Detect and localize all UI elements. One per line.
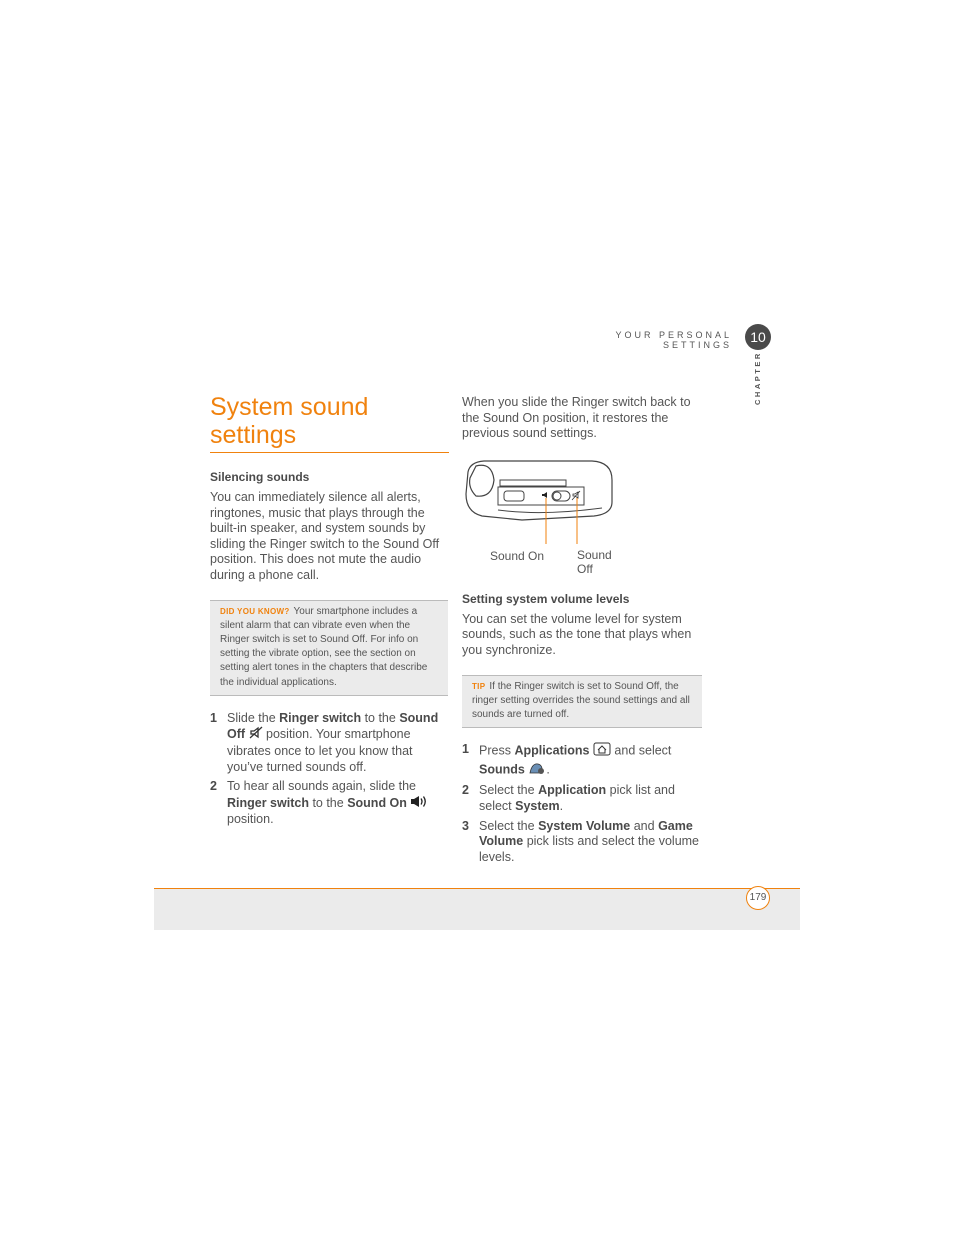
sound-off-icon [249, 726, 263, 744]
did-you-know-label: DID YOU KNOW? [220, 606, 290, 616]
step-text: and [630, 818, 659, 833]
silencing-sounds-heading: Silencing sounds [210, 470, 310, 484]
chapter-vertical-label: CHAPTER [753, 351, 762, 405]
step-bold: Sound Off [227, 710, 439, 742]
tip-box [462, 675, 702, 729]
page-footer [154, 888, 800, 930]
ringer-switch-diagram [462, 458, 622, 574]
step-text: Slide the [227, 710, 280, 725]
step-bold: Applications [514, 743, 590, 758]
tip-text: If the Ringer switch is set to Sound Off, the ringer setting overrides the sound settings and all sounds are turned off. [472, 680, 690, 720]
step-text: position. [227, 812, 274, 827]
tip-label: TIP [472, 681, 486, 691]
step-text: To hear all sounds again, slide the [227, 779, 417, 794]
step-bold: System Volume [538, 818, 631, 833]
volume-levels-heading: Setting system volume levels [462, 591, 630, 606]
step-text: to the [361, 710, 400, 725]
step-text: Select the [479, 783, 539, 798]
step-text: Select the [479, 818, 539, 833]
step-bold: Ringer switch [279, 710, 362, 725]
page-number: 179 [746, 886, 770, 910]
step-number: 2 [210, 779, 217, 794]
title-divider [210, 452, 449, 453]
step-bold: Sounds [479, 762, 525, 777]
list-item [210, 779, 448, 828]
sound-on-icon [410, 795, 428, 813]
section-label: YOUR PERSONAL SETTINGS [615, 330, 732, 350]
callout-lines [462, 528, 622, 544]
left-column [210, 470, 448, 832]
sound-on-caption: Sound On [490, 548, 545, 563]
step-number: 2 [462, 783, 469, 798]
step-number: 3 [462, 818, 469, 833]
silencing-steps-list [210, 711, 448, 828]
right-column [462, 395, 702, 869]
step-bold: Application [538, 783, 607, 798]
page-title-line1: System sound [210, 393, 369, 421]
list-item [210, 711, 448, 775]
sound-off-caption: Sound Off [577, 547, 612, 576]
smartphone-top-illustration [462, 458, 622, 528]
step-number: 1 [462, 742, 469, 757]
step-bold: Game Volume [479, 818, 693, 849]
applications-key-icon [593, 742, 611, 761]
list-item [462, 819, 702, 866]
list-item [462, 783, 702, 814]
step-text: pick list and select [479, 783, 675, 813]
silencing-sounds-paragraph: You can immediately silence all alerts, ringtones, music that plays through the built-in speaker, and system sounds by sliding the Ringer switch to the Sound Off position. This does not mute the audio during a phone call. [210, 490, 440, 582]
step-text: position. Your smartphone vibrates once to let you know that you’ve turned sounds off. [227, 727, 413, 774]
step-text: . [559, 798, 564, 813]
step-number: 1 [210, 710, 217, 725]
did-you-know-text: Your smartphone includes a silent alarm that can vibrate even when the Ringer switch is set to Sound Off. For info on setting the vibrate option, see the section on setting alert tones in the chapters that describe the individual applications. [220, 605, 428, 688]
step-text: Press [479, 743, 515, 758]
ringer-intro-paragraph: When you slide the Ringer switch back to the Sound On position, it restores the previous sound settings. [462, 395, 691, 441]
page-title [210, 393, 448, 449]
step-bold: Sound On [347, 795, 407, 810]
step-text: and select [610, 743, 672, 758]
step-text: pick lists and select the volume levels. [479, 834, 700, 864]
step-bold: System [515, 798, 560, 813]
step-text: . [546, 762, 550, 777]
sounds-app-icon [528, 761, 546, 780]
did-you-know-box [210, 600, 448, 696]
list-item [462, 742, 702, 779]
chapter-number-badge: 10 [745, 324, 771, 350]
page-title-line2: settings [210, 421, 297, 449]
volume-levels-paragraph: You can set the volume level for system sounds, such as the tone that plays when you synchronize. [462, 611, 692, 657]
volume-steps-list [462, 742, 702, 865]
step-text: to the [308, 795, 348, 810]
step-bold: Ringer switch [227, 795, 309, 810]
